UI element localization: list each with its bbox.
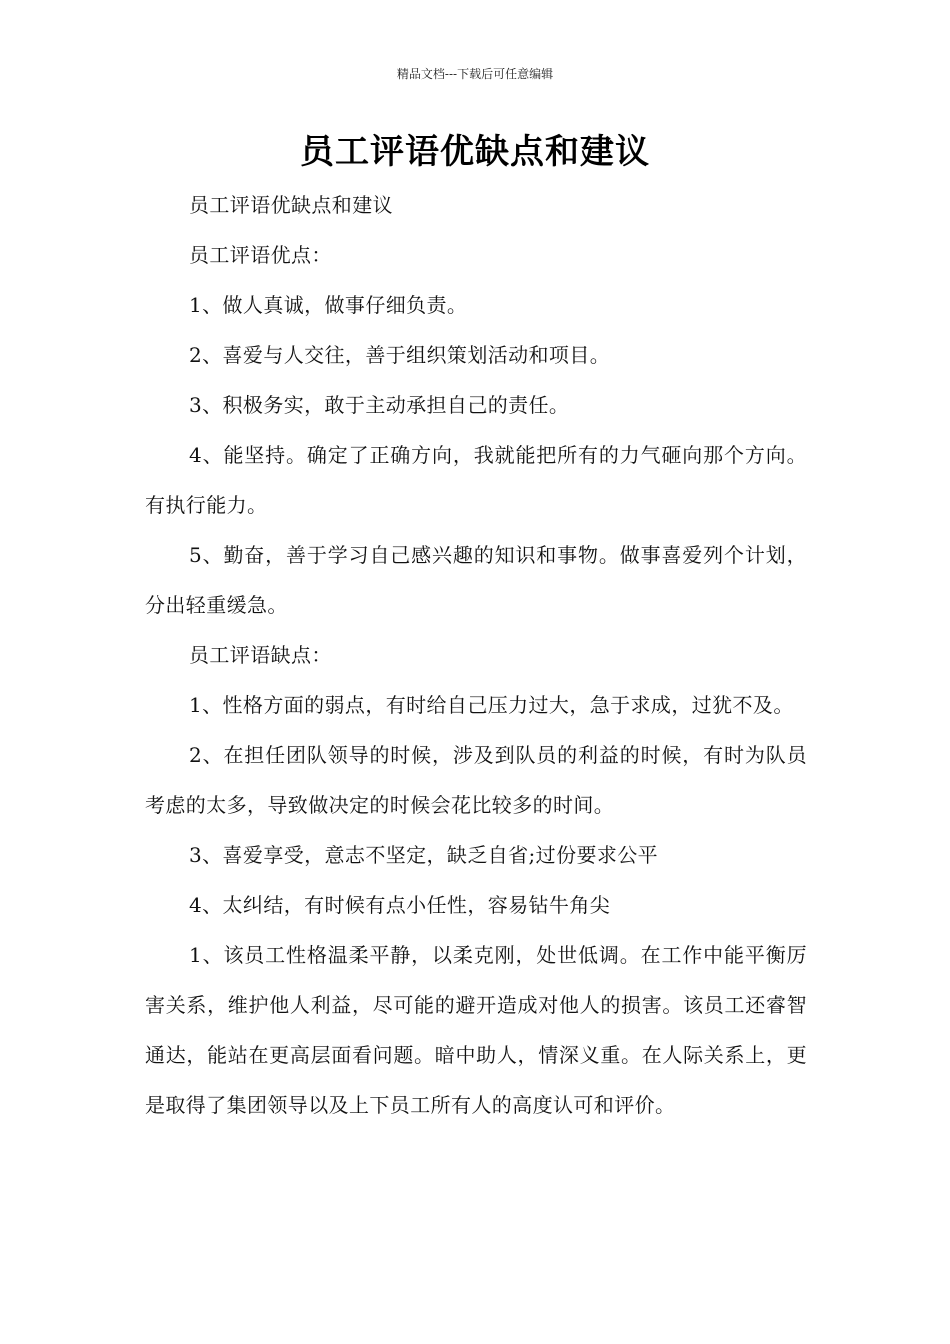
list-item: 4、能坚持。确定了正确方向，我就能把所有的力气砸向那个方向。有执行能力。	[145, 443, 807, 517]
list-item: 5、勤奋，善于学习自己感兴趣的知识和事物。做事喜爱列个计划，分出轻重缓急。	[145, 543, 807, 617]
document-title: 员工评语优缺点和建议	[300, 132, 650, 172]
list-item: 4、太纠结，有时候有点小任性，容易钻牛角尖	[189, 893, 611, 917]
header-note: 精品文档---下载后可任意编辑	[396, 67, 554, 81]
document-body	[145, 180, 807, 1130]
list-item: 2、在担任团队领导的时候，涉及到队员的利益的时候，有时为队员考虑的太多，导致做决定的时候会花比较多的时间。	[145, 743, 807, 817]
list-item: 1、该员工性格温柔平静，以柔克刚，处世低调。在工作中能平衡厉害关系，维护他人利益，尽可能的避开造成对他人的损害。该员工还睿智通达，能站在更高层面看问题。暗中助人，情深义重。在人际关系上，更是取得了集团领导以及上下员工所有人的高度认可和评价。	[145, 943, 807, 1117]
list-item: 2、喜爱与人交往，善于组织策划活动和项目。	[189, 343, 611, 367]
list-item: 1、做人真诚，做事仔细负责。	[189, 293, 468, 317]
section-heading-weaknesses: 员工评语缺点：	[189, 643, 332, 667]
paragraph: 员工评语优缺点和建议	[189, 193, 393, 217]
list-item: 1、性格方面的弱点，有时给自己压力过大，急于求成，过犹不及。	[189, 693, 794, 717]
list-item: 3、积极务实，敢于主动承担自己的责任。	[189, 393, 570, 417]
list-item: 3、喜爱享受，意志不坚定，缺乏自省;过份要求公平	[189, 843, 659, 867]
section-heading-strengths: 员工评语优点：	[189, 243, 332, 267]
